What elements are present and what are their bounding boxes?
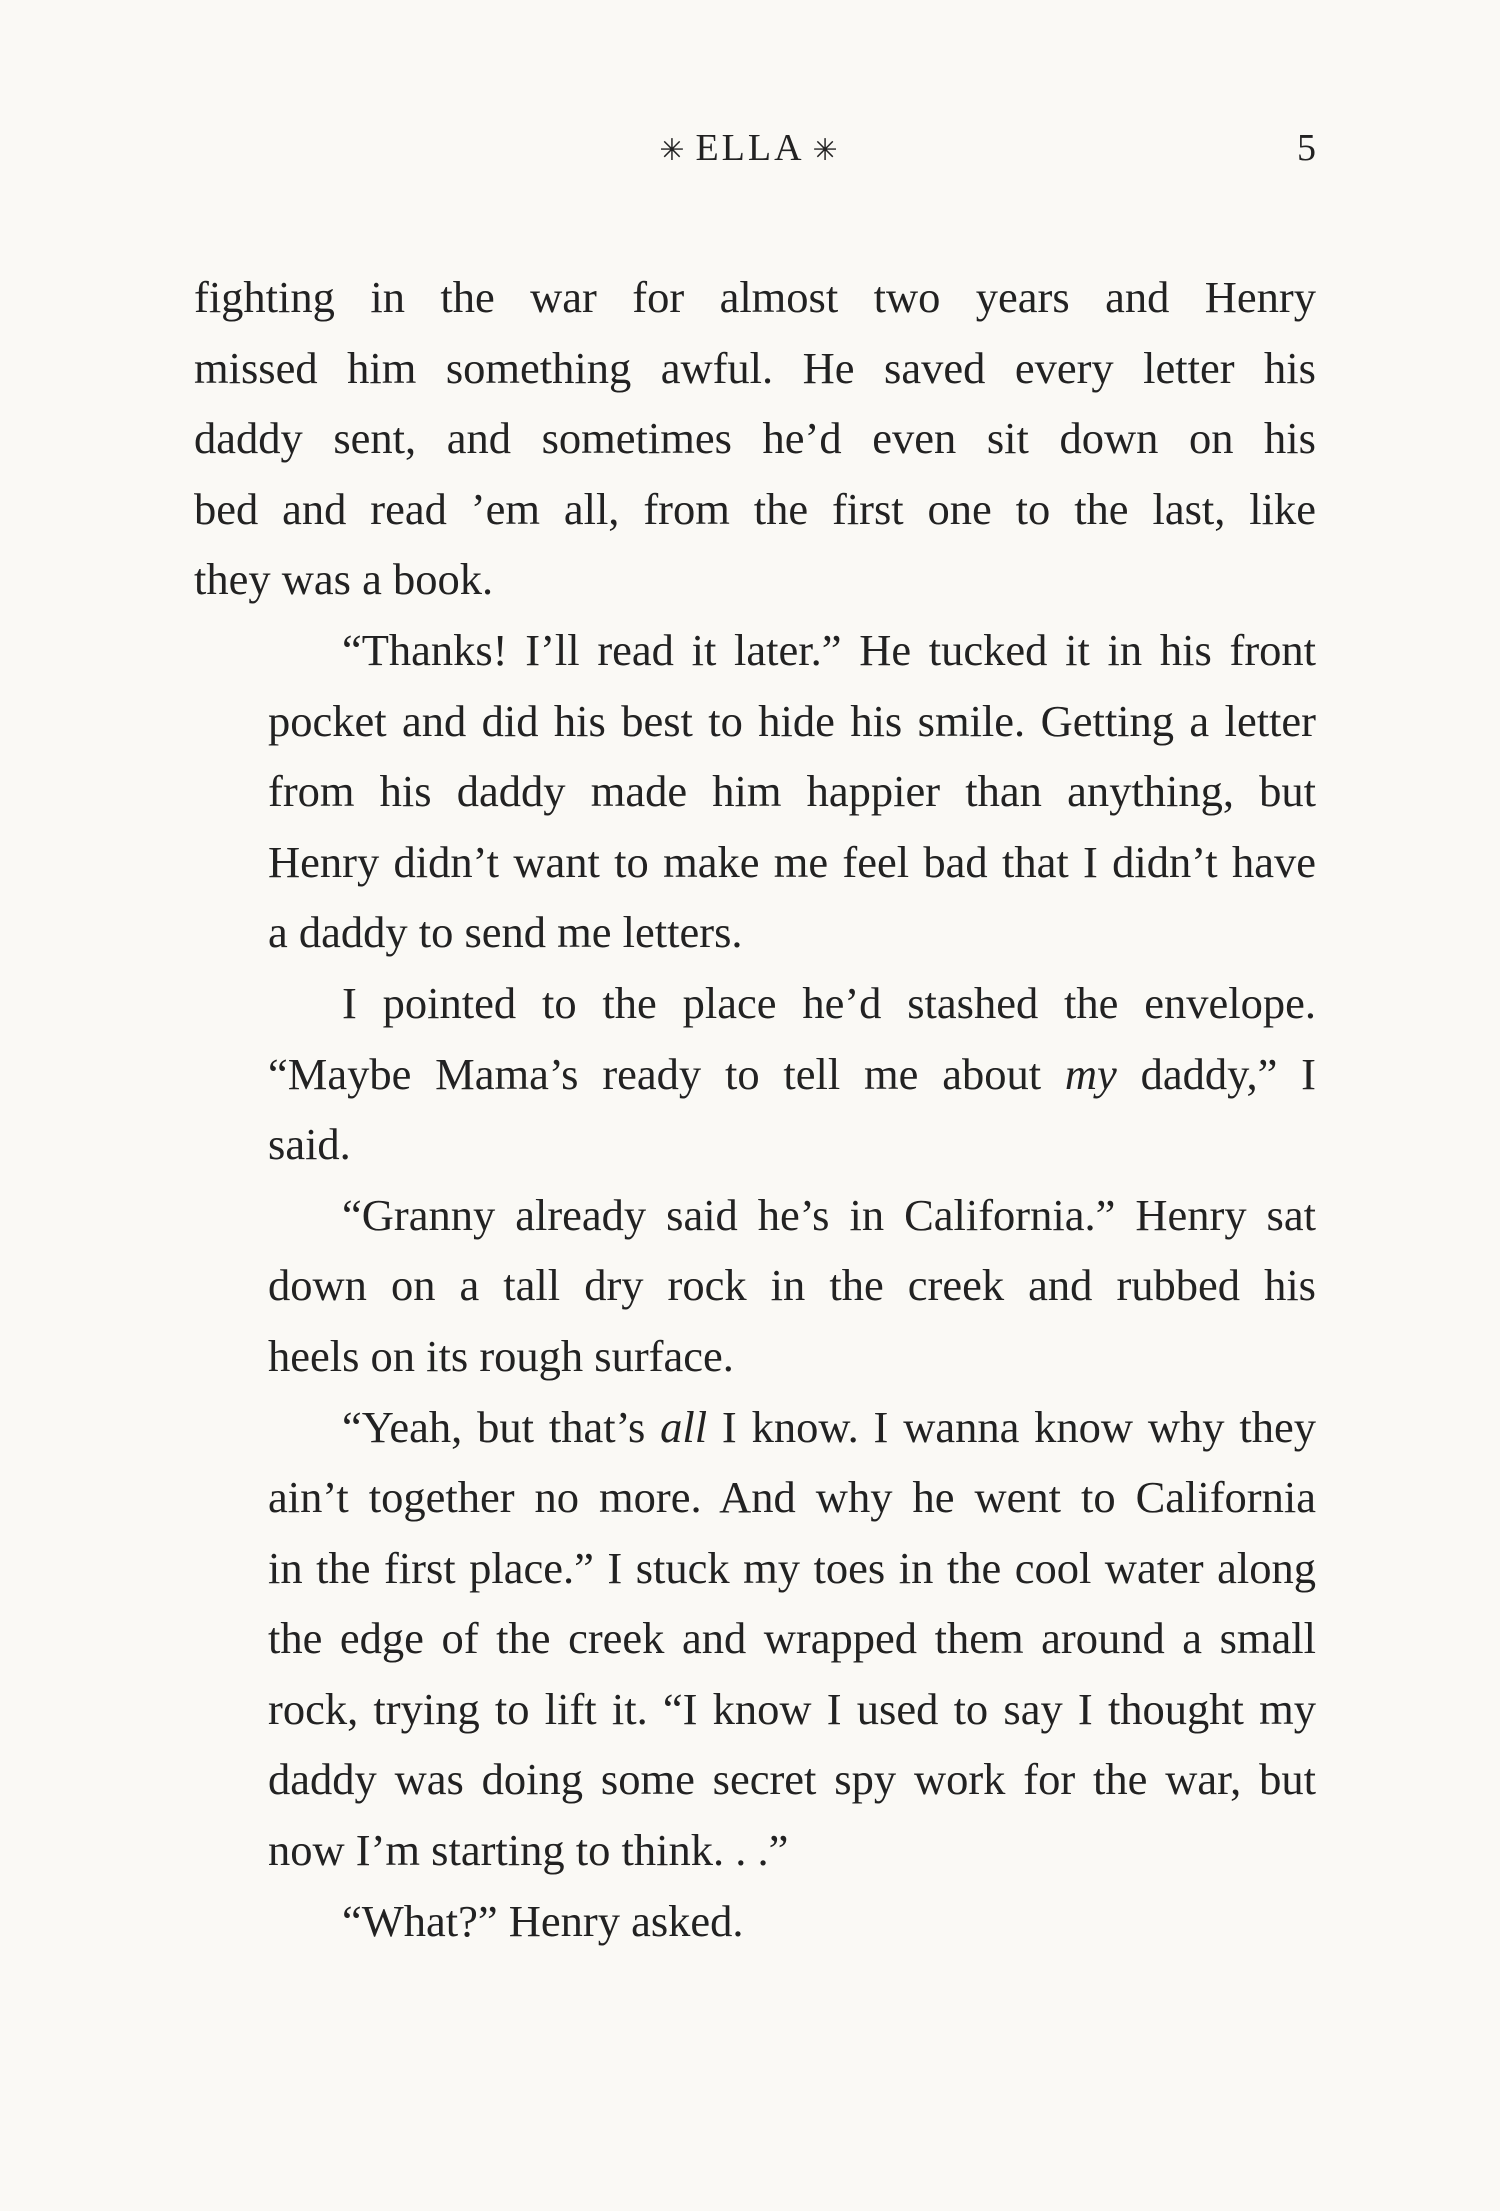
text-line: pocket and did his best to hide his smile. Getting a letter <box>268 695 1316 746</box>
running-head <box>0 118 1500 178</box>
text-line: ain’t together no more. And why he went to California <box>268 1472 1316 1523</box>
emphasis: my <box>1064 1048 1117 1099</box>
text-line: I pointed to the place he’d stashed the envelope. <box>342 977 1316 1028</box>
text-line: now I’m starting to think. . .” <box>268 1825 789 1876</box>
text-line: from his daddy made him happier than anything, but <box>268 766 1316 817</box>
text-line: said. <box>268 1119 351 1170</box>
text-line: a daddy to send me letters. <box>268 907 743 958</box>
text-line: missed him something awful. He saved every letter his <box>194 342 1316 393</box>
text-line: “Granny already said he’s in California.” Henry sat <box>342 1189 1316 1240</box>
text-line: “What?” Henry asked. <box>342 1895 744 1946</box>
text-line: the edge of the creek and wrapped them around a small <box>268 1613 1316 1664</box>
paragraph <box>194 1886 1316 1957</box>
asterisk-ornament-icon: ✳ <box>812 134 841 167</box>
text-line: daddy was doing some secret spy work for the war, but <box>268 1754 1316 1805</box>
text-line: fighting in the war for almost two years and Henry <box>194 272 1316 322</box>
body-text <box>194 262 1316 1956</box>
text-line: Henry didn’t want to make me feel bad that I didn’t have <box>268 836 1316 887</box>
text-line: down on a tall dry rock in the creek and rubbed his <box>268 1260 1316 1311</box>
paragraph <box>194 1392 1316 1886</box>
asterisk-ornament-icon: ✳ <box>659 134 688 167</box>
paragraph <box>194 1180 1316 1392</box>
chapter-title <box>0 118 1500 181</box>
text-line: they was a book. <box>194 554 494 605</box>
paragraph <box>194 968 1316 1180</box>
text-line: in the first place.” I stuck my toes in the cool water along <box>268 1542 1316 1593</box>
text-line: rock, trying to lift it. “I know I used to say I thought my <box>268 1683 1316 1734</box>
paragraph <box>194 615 1316 968</box>
text-line: daddy sent, and sometimes he’d even sit down on his <box>194 413 1316 464</box>
chapter-title-text: ELLA <box>695 127 805 169</box>
paragraph <box>194 262 1316 615</box>
text-line: “Maybe Mama’s ready to tell me about my daddy,” I <box>268 1048 1316 1099</box>
text-line: bed and read ’em all, from the first one to the last, like <box>194 483 1316 534</box>
text-line: “Yeah, but that’s all I know. I wanna know why they <box>342 1401 1316 1452</box>
page-number: 5 <box>1297 127 1316 169</box>
text-line: “Thanks! I’ll read it later.” He tucked it in his front <box>342 624 1316 675</box>
emphasis: all <box>660 1401 708 1452</box>
text-line: heels on its rough surface. <box>268 1330 734 1381</box>
